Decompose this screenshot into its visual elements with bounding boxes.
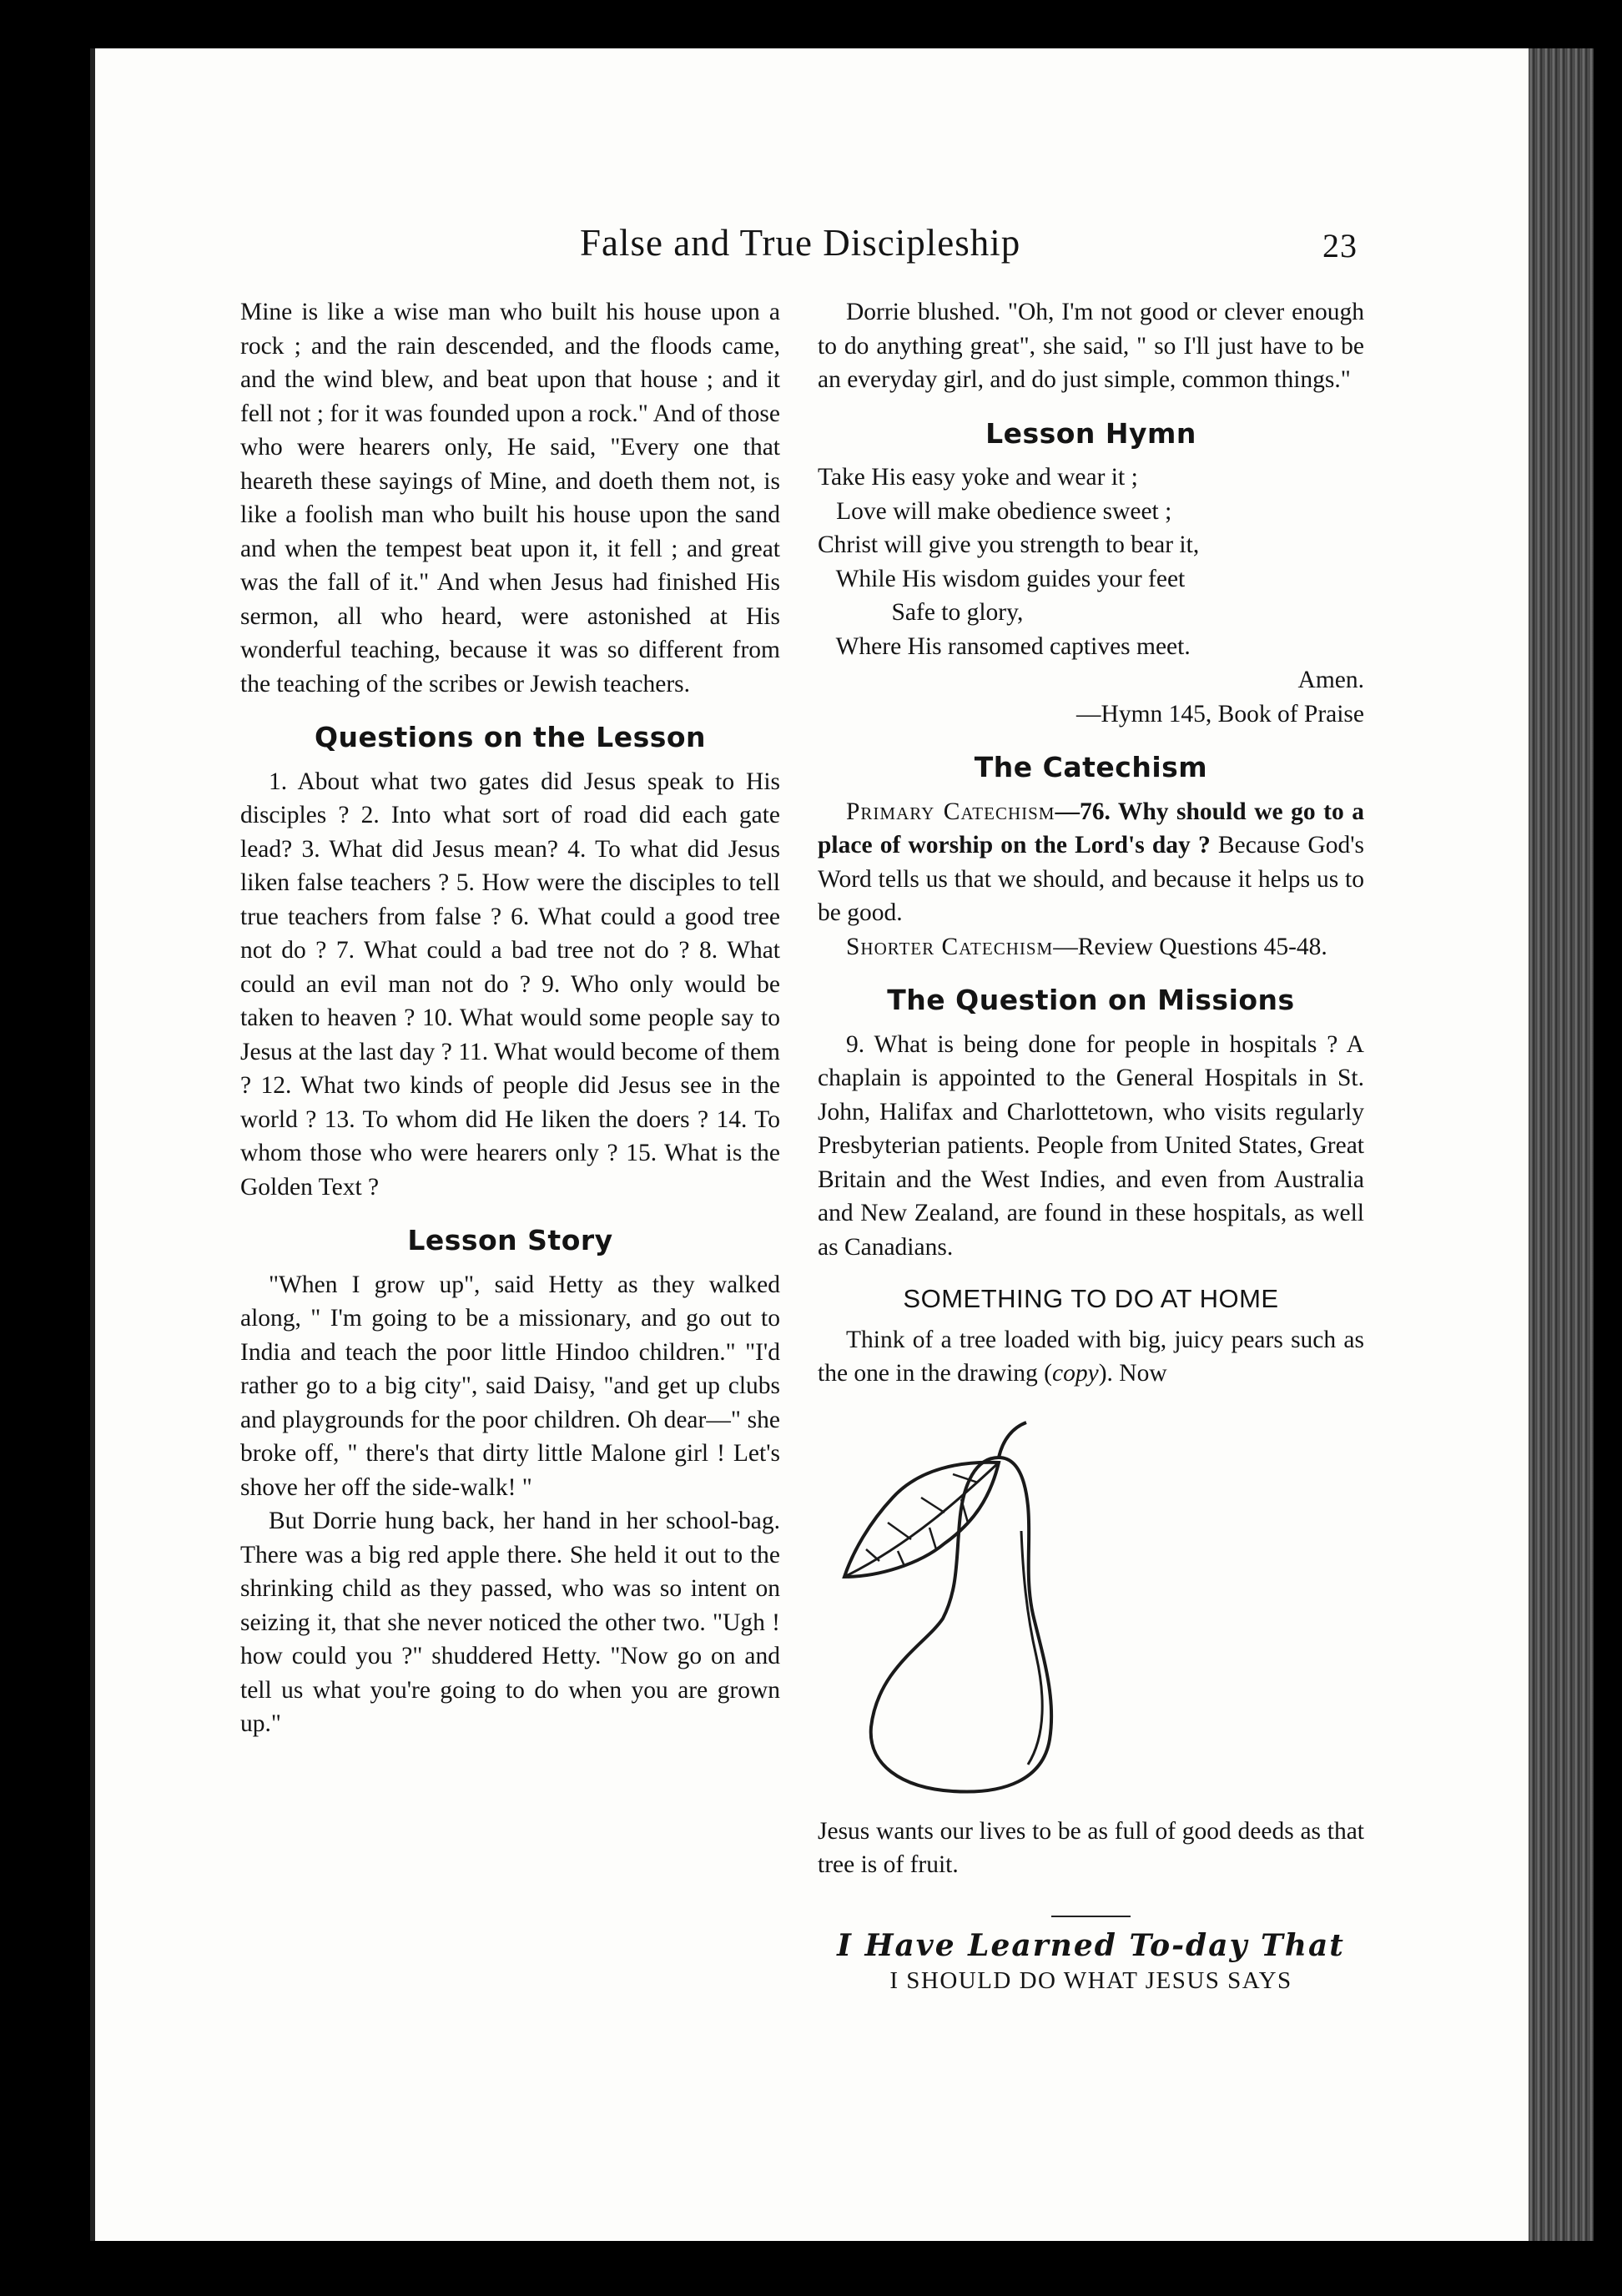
page-stack-edge (1529, 48, 1594, 2241)
shorter-catechism-text: —Review Questions 45-48. (1053, 933, 1327, 960)
story-paragraph-3: Dorrie blushed. "Oh, I'm not good or clever enough to do anything great", she said, " so I'll just have to be an everyday girl, and do just simple, common things." (818, 299, 1364, 393)
left-column (240, 295, 780, 1741)
primary-catechism-question: —76. Why should we go to a place of worship on the Lord's day ? (818, 798, 1364, 858)
hymn-line: Safe to glory, (818, 599, 1024, 626)
hymn-line: Take His easy yoke and wear it ; (818, 464, 1138, 491)
hymn-line: Love will make obedience sweet ; (818, 497, 1172, 525)
pear-body (871, 1458, 1051, 1792)
pear-highlight (1021, 1531, 1042, 1765)
home-activity-heading: SOMETHING TO DO AT HOME (903, 1284, 1279, 1313)
shorter-catechism (818, 930, 1364, 964)
hymn-line: Where His ransomed captives meet. (818, 632, 1191, 660)
hymn-source: —Hymn 145, Book of Praise (1076, 700, 1364, 728)
section-divider (1051, 1916, 1131, 1917)
pear-leaf (844, 1462, 999, 1576)
primary-catechism-label: Primary Catechism (846, 798, 1055, 825)
hymn-line: Christ will give you strength to bear it, (818, 531, 1200, 558)
pear-stem (999, 1422, 1026, 1458)
hymn-line: While His wisdom guides your feet (818, 565, 1186, 592)
running-header (580, 221, 1373, 264)
learned-today-title: I Have Learned To-day That (837, 1927, 1345, 1963)
primary-catechism-answer: Because God's Word tells us that we should, and because it helps us to be good. (818, 832, 1364, 926)
story-paragraph-1: "When I grow up", said Hetty as they walked along, " I'm going to be a missionary, and go out to India and teach the poor little Hindoo children." "I'd rather go to a big city", said Daisy, "and get up clubs and playgrounds for the poor children. Oh dear—" she broke off, " there's that dirty little Malone girl ! Let's shove her off the side-walk! " (240, 1271, 780, 1501)
hymn-amen: Amen. (1297, 667, 1364, 693)
home-text-copy: copy (1052, 1360, 1099, 1387)
shorter-catechism-label: Shorter Catechism (846, 933, 1054, 960)
home-text-start: Think of a tree loaded with big, juicy pears such as the one in the drawing ( (818, 1326, 1364, 1387)
right-column (818, 295, 1364, 1998)
page-gutter (90, 48, 95, 2241)
page-number: 23 (1322, 227, 1358, 264)
questions-paragraph: 1. About what two gates did Jesus speak to His disciples ? 2. Into what sort of road did each gate lead? 3. What did Jesus mean? 4. To what did Jesus liken false teachers ? 5. How were the disciples to tell true teachers from false ? 6. What could a good tree not do ? 7. What could a bad tree not do ? 8. What could an evil man not do ? 9. Who only would be taken to heaven ? 10. What would some people say to Jesus at the last day ? 11. What would become of them ? 12. What two kinds of people did Jesus see in the world ? 13. To whom did He liken the doers ? 14. To whom those who were hearers only ? 15. What is the Golden Text ? (240, 768, 780, 1201)
home-activity-paragraph (818, 1323, 1364, 1391)
home-activity-conclusion: Jesus wants our lives to be as full of good deeds as that tree is of fruit. (818, 1817, 1364, 1878)
catechism-heading: The Catechism (974, 751, 1208, 783)
learned-today-text: I SHOULD DO WHAT JESUS SAYS (889, 1967, 1292, 1994)
primary-catechism (818, 795, 1364, 930)
story-paragraph-2: But Dorrie hung back, her hand in her school-bag. There was a big red apple there. She held it out to the shrinking child as they passed, who was so intent on seizing it, that she never noticed the other two. "Ugh ! how could you ?" shuddered Hetty. "Now go on and tell us what you're going to do when you are grown up." (240, 1508, 780, 1737)
header-title: False and True Discipleship (580, 222, 1021, 264)
missions-heading: The Question on Missions (887, 984, 1295, 1016)
lesson-conclusion-paragraph: Mine is like a wise man who built his house upon a rock ; and the rain descended, and the floods came, and the wind blew, and beat upon that house ; and it fell not ; for it was founded upon a rock." And of those who were hearers only, He said, "Every one that heareth these sayings of Mine, and doeth them not, is like a foolish man who built his house upon the sand and when the tempest beat upon it, it fell ; and great was the fall of it." And when Jesus had finished His sermon, all who heard, were astonished at His wonderful teaching, because it was so different from the teaching of the scribes or Jewish teachers. (240, 299, 780, 697)
questions-heading: Questions on the Lesson (314, 721, 707, 753)
story-heading: Lesson Story (407, 1224, 613, 1256)
home-text-end: ). Now (1098, 1360, 1167, 1387)
hymn-heading: Lesson Hymn (985, 416, 1196, 450)
pear-drawing (828, 1406, 1111, 1798)
missions-paragraph: 9. What is being done for people in hospitals ? A chaplain is appointed to the General Hospitals in St. John, Halifax and Charlottetown, who visits regularly Presbyterian patients. People from United States, Great Britain and the West Indies, and even from Australia and New Zealand, are found in these hospitals, as well as Canadians. (818, 1030, 1364, 1261)
hymn-verse (818, 461, 1364, 663)
